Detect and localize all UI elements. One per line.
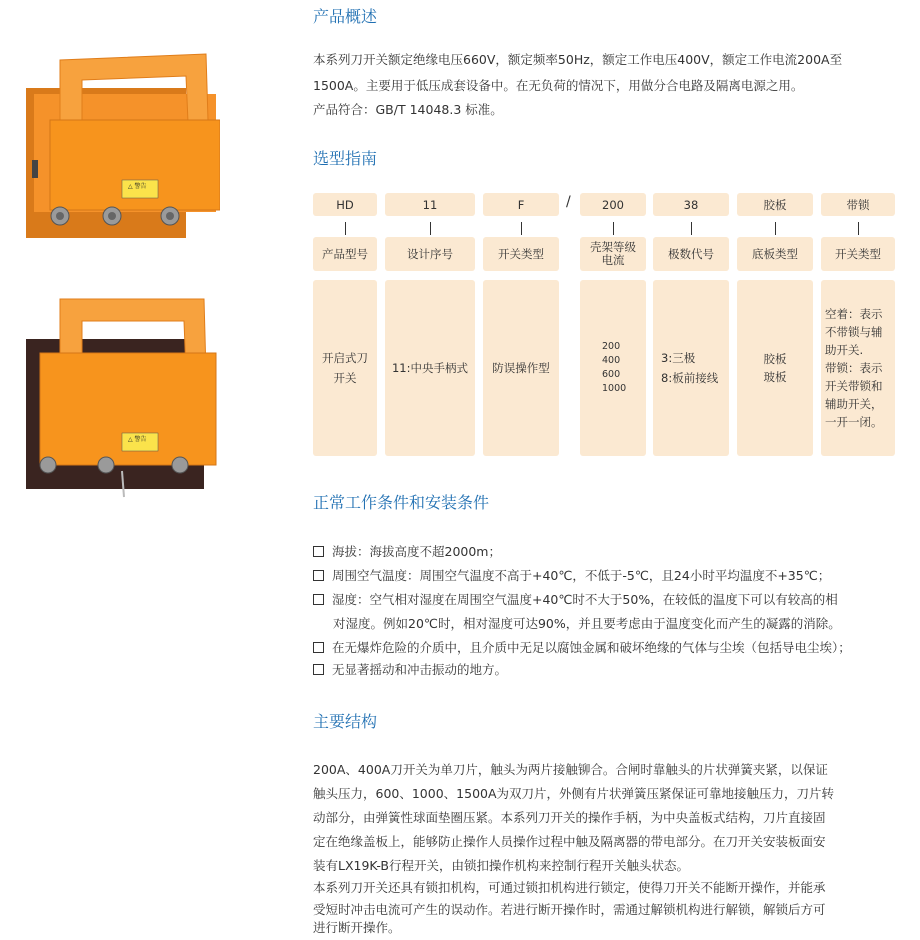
code-cell-2: 11 (385, 193, 475, 216)
desc-cell-3: 防误操作型 (483, 280, 559, 456)
checkbox-icon (313, 570, 324, 581)
structure-line-5: 装有LX19K-B行程开关，由锁扣操作机构来控制行程开关触头状态。 (313, 858, 689, 873)
checkbox-icon (313, 664, 324, 675)
connector-7 (858, 222, 859, 235)
overview-line-2: 1500A。主要用于低压成套设备中。在无负荷的情况下，用做分合电路及隔离电源之用。 (313, 78, 804, 93)
name-cell-4: 壳架等级 电流 (580, 237, 646, 271)
connector-3 (521, 222, 522, 235)
structure-line-8: 进行断开操作。 (313, 920, 401, 935)
svg-text:△ 警告: △ 警告 (128, 183, 147, 190)
condition-text-3: 湿度：空气相对湿度在周围空气温度+40℃时不大于50%，在较低的温度下可以有较高的相 (332, 592, 838, 607)
svg-text:△ 警告: △ 警告 (128, 436, 147, 443)
structure-line-1: 200A、400A刀开关为单刀片，触头为两片接触铆合。合闸时靠触头的片状弹簧夹紧，以保证 (313, 762, 828, 777)
desc-cell-6: 胶板 玻板 (737, 280, 813, 456)
desc-cell-1: 开启式刀 开关 (313, 280, 377, 456)
connector-2 (430, 222, 431, 235)
structure-line-3: 动部分，由弹簧性球面垫圈压紧。本系列刀开关的操作手柄，为中央盖板式结构，刀片直接固 (313, 810, 826, 825)
connector-4 (613, 222, 614, 235)
code-cell-3: F (483, 193, 559, 216)
structure-line-2: 触头压力，600、1000、1500A为双刀片，外侧有片状弹簧压紧保证可靠地接触压力，刀片转 (313, 786, 835, 801)
checkbox-icon (313, 546, 324, 557)
desc-cell-7: 空着：表示 不带锁与辅 助开关. 带锁：表示 开关带锁和 辅助开关， 一开一闭。 (821, 280, 895, 456)
checkbox-icon (313, 642, 324, 653)
condition-text-4: 在无爆炸危险的介质中，且介质中无足以腐蚀金属和破坏绝缘的气体与尘埃（包括导电尘埃）； (332, 640, 851, 655)
connector-5 (691, 222, 692, 235)
connector-6 (775, 222, 776, 235)
product-photo-1 (20, 50, 220, 245)
condition-text-5: 无显著摇动和冲击振动的地方。 (332, 662, 508, 677)
structure-line-7: 受短时冲击电流可产生的误动作。若进行断开操作时，需通过解锁机构进行解锁，解锁后方可 (313, 902, 826, 917)
code-cell-1: HD (313, 193, 377, 216)
code-cell-5: 38 (653, 193, 729, 216)
overview-title: 产品概述 (313, 7, 378, 26)
condition-item-3-cont: 对湿度。例如20℃时，相对湿度可达90%，并且要考虑由于温度变化而产生的凝露的消除。 (333, 616, 841, 631)
conditions-title: 正常工作条件和安装条件 (313, 493, 490, 512)
overview-line-1: 本系列刀开关额定绝缘电压660V，额定频率50Hz，额定工作电压400V，额定工作电流200A至 (313, 52, 843, 67)
condition-item-3 (313, 588, 838, 612)
desc-cell-2: 11:中央手柄式 (385, 280, 475, 456)
structure-title: 主要结构 (313, 712, 378, 731)
name-cell-2: 设计序号 (385, 237, 475, 271)
condition-item-4 (313, 636, 851, 660)
condition-text-2: 周围空气温度：周围空气温度不高于+40℃，不低于-5℃，且24小时平均温度不+35℃； (332, 568, 831, 583)
structure-line-4: 定在绝缘盖板上，能够防止操作人员操作过程中触及隔离器的带电部分。在刀开关安装板面安 (313, 834, 826, 849)
condition-item-1 (313, 540, 501, 564)
desc-cell-4: 200 400 600 1000 (580, 280, 646, 456)
code-separator: / (566, 194, 571, 210)
code-cell-7: 带锁 (821, 193, 895, 216)
guide-title: 选型指南 (313, 149, 378, 168)
checkbox-icon (313, 594, 324, 605)
name-cell-1: 产品型号 (313, 237, 377, 271)
condition-item-5 (313, 658, 507, 682)
name-cell-7: 开关类型 (821, 237, 895, 271)
condition-item-2 (313, 564, 830, 588)
name-cell-5: 极数代号 (653, 237, 729, 271)
name-cell-3: 开关类型 (483, 237, 559, 271)
overview-line-3: 产品符合：GB/T 14048.3 标准。 (313, 102, 503, 117)
desc-cell-5: 3:三极 8:板前接线 (653, 280, 729, 456)
structure-line-6: 本系列刀开关还具有锁扣机构，可通过锁扣机构进行锁定，使得刀开关不能断开操作，并能承 (313, 880, 826, 895)
name-cell-6: 底板类型 (737, 237, 813, 271)
code-cell-6: 胶板 (737, 193, 813, 216)
product-photo-2 (20, 293, 220, 503)
condition-text-1: 海拔：海拔高度不超2000m； (332, 544, 501, 559)
connector-1 (345, 222, 346, 235)
code-cell-4: 200 (580, 193, 646, 216)
